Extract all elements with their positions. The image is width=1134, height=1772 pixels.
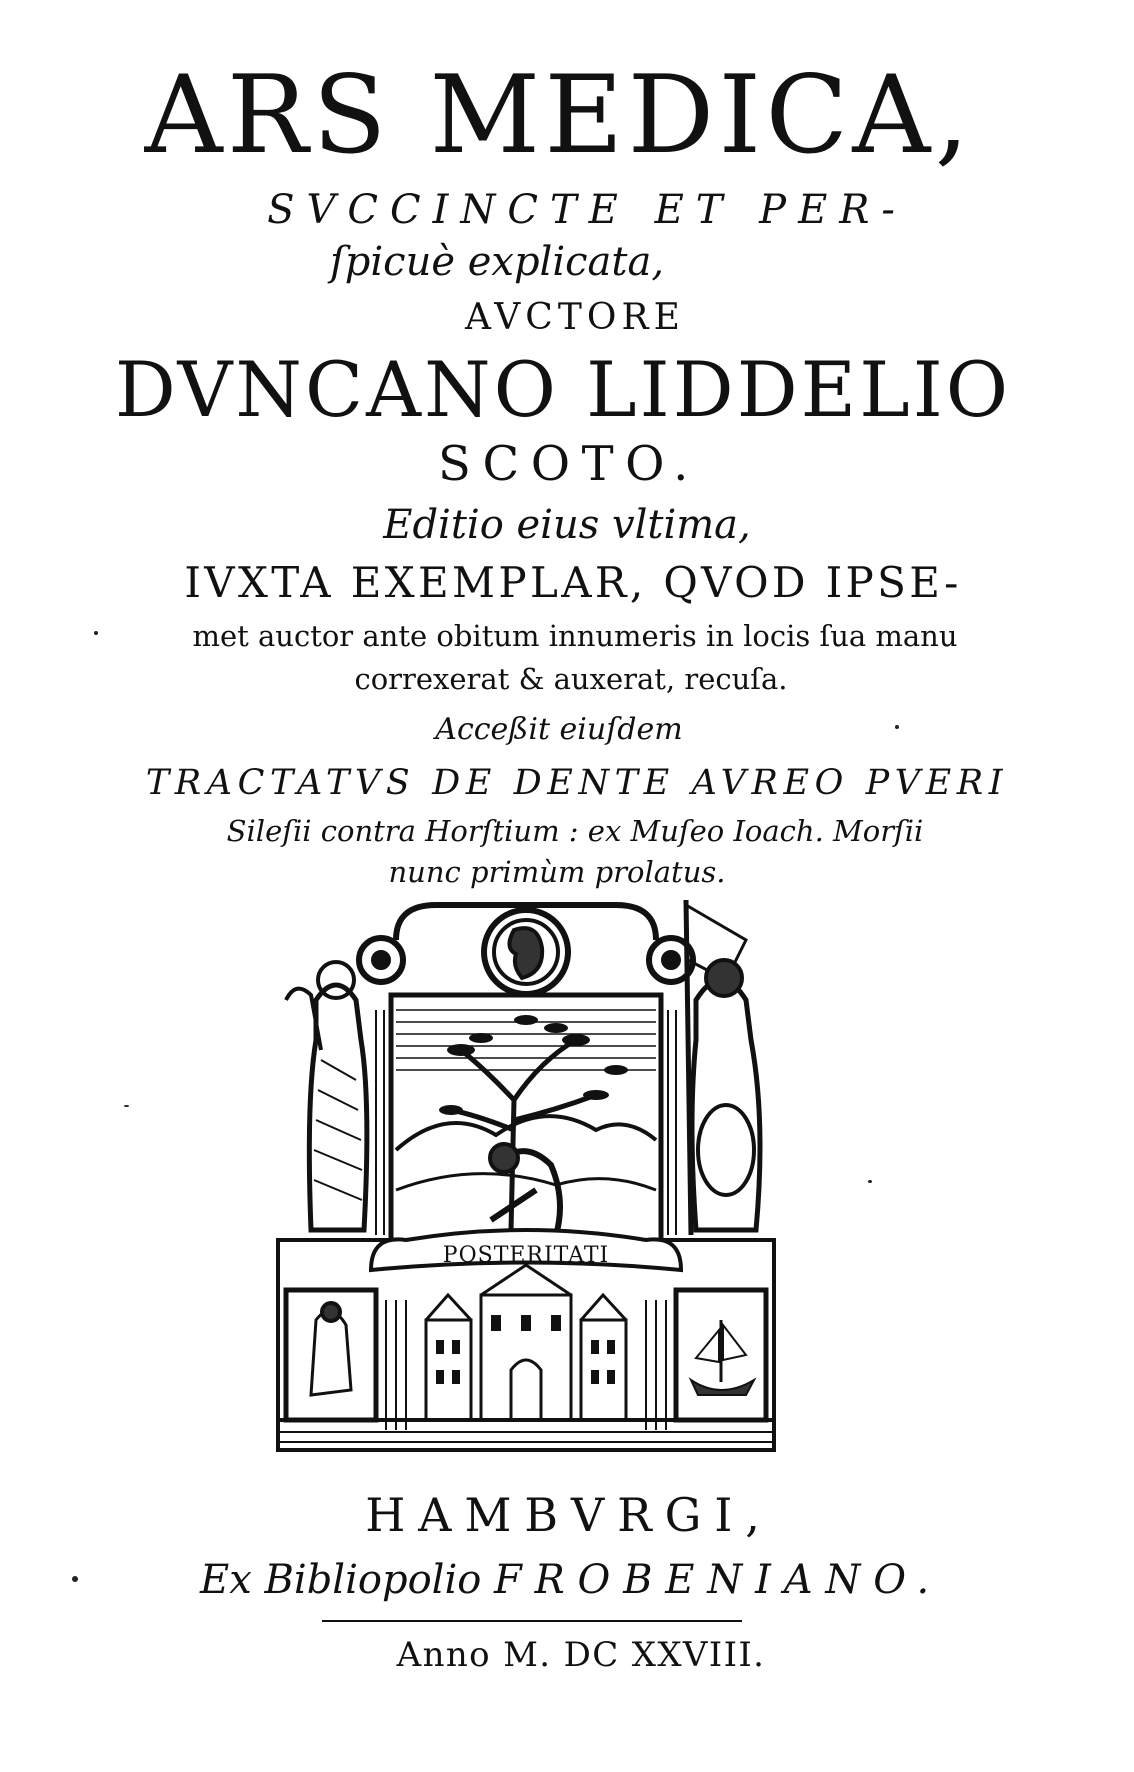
printers-device-woodcut: [276, 900, 776, 1455]
imprint-publisher: [4, 1557, 1134, 1603]
publisher-prefix: Ex Bibliopolio: [200, 1557, 482, 1603]
author-name-line-1: DVNCANO LIDDELIO: [114, 345, 1012, 434]
scan-speck: [124, 1105, 129, 1107]
edition-statement: Editio eius vltima,: [383, 502, 751, 548]
banner-text: POSTERITATI: [442, 1243, 610, 1268]
publisher-name: FROBENIANO.: [494, 1557, 942, 1603]
body-line-2: correxerat & auxerat, recuſa.: [354, 662, 788, 696]
nunc-line: nunc primùm prolatus.: [388, 855, 726, 889]
auctore-label: AVCTORE: [465, 297, 685, 338]
subtitle-line-1: SVCCINCTE ET PER-: [267, 187, 907, 233]
author-name-line-2: SCOTO.: [438, 436, 700, 492]
iuxta-line: IVXTA EXEMPLAR, QVOD IPSE-: [184, 558, 962, 607]
horizontal-rule: [322, 1620, 742, 1622]
scan-speck: [895, 725, 899, 729]
subtitle-line-2: ſpicuè explicata,: [329, 239, 665, 285]
imprint-year: Anno M. DC XXVIII.: [396, 1635, 766, 1675]
body-line-1: met auctor ante obitum innumeris in locis ſua manu: [192, 619, 958, 653]
scan-speck: [72, 1576, 78, 1582]
imprint-city: HAMBVRGI,: [365, 1488, 773, 1542]
tractatus-title: TRACTATVS DE DENTE AVREO PVERI: [145, 763, 1009, 803]
silesii-line: Sileſii contra Horſtium : ex Muſeo Ioach. Morſii: [226, 814, 924, 848]
book-title: ARS MEDICA,: [144, 53, 974, 178]
scan-speck: [94, 631, 98, 635]
scan-speck: [868, 1180, 872, 1183]
accessit-line: Acceßit eiuſdem: [435, 712, 683, 747]
